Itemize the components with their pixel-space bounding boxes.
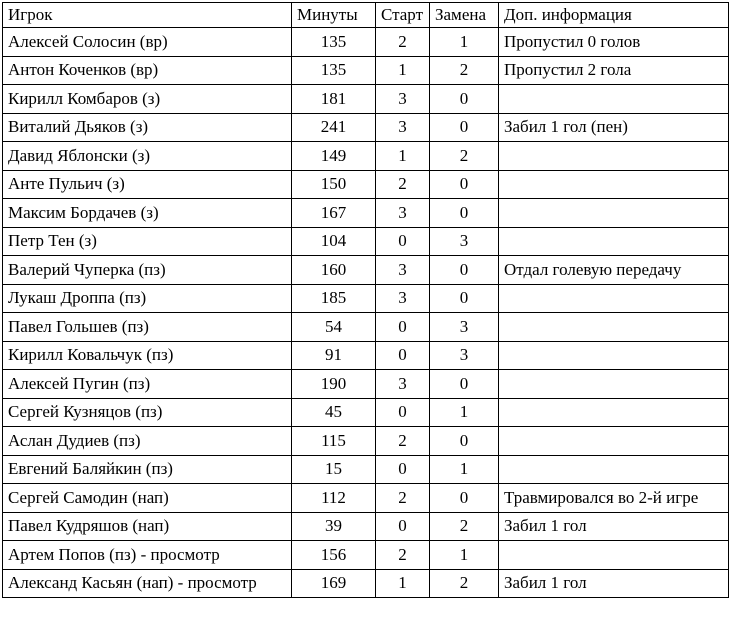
start-cell: 1 [376, 569, 430, 598]
player-name-cell: Сергей Кузняцов (пз) [3, 398, 292, 427]
info-cell: Пропустил 2 гола [499, 56, 729, 85]
table-row [3, 512, 729, 541]
info-cell: Забил 1 гол [499, 512, 729, 541]
player-name-cell: Алексей Пугин (пз) [3, 370, 292, 399]
table-row [3, 341, 729, 370]
player-name-cell: Лукаш Дроппа (пз) [3, 284, 292, 313]
info-cell [499, 227, 729, 256]
minutes-cell: 167 [292, 199, 376, 228]
table-row [3, 569, 729, 598]
info-cell [499, 85, 729, 114]
start-cell: 3 [376, 113, 430, 142]
info-cell: Травмировался во 2-й игре [499, 484, 729, 513]
sub-cell: 2 [430, 142, 499, 171]
minutes-cell: 39 [292, 512, 376, 541]
sub-cell: 0 [430, 284, 499, 313]
player-name-cell: Александ Касьян (нап) - просмотр [3, 569, 292, 598]
player-name-cell: Виталий Дьяков (з) [3, 113, 292, 142]
info-cell [499, 370, 729, 399]
start-cell: 3 [376, 199, 430, 228]
start-cell: 0 [376, 227, 430, 256]
start-cell: 3 [376, 284, 430, 313]
sub-cell: 1 [430, 398, 499, 427]
info-cell [499, 455, 729, 484]
info-cell [499, 142, 729, 171]
player-name-cell: Аслан Дудиев (пз) [3, 427, 292, 456]
minutes-cell: 15 [292, 455, 376, 484]
sub-cell: 1 [430, 28, 499, 57]
sub-cell: 0 [430, 199, 499, 228]
table-row [3, 284, 729, 313]
player-stats-sheet [2, 2, 729, 598]
table-row [3, 227, 729, 256]
player-name-cell: Артем Попов (пз) - просмотр [3, 541, 292, 570]
minutes-cell: 115 [292, 427, 376, 456]
sub-cell: 1 [430, 541, 499, 570]
table-row [3, 256, 729, 285]
minutes-cell: 91 [292, 341, 376, 370]
table-row [3, 113, 729, 142]
minutes-cell: 149 [292, 142, 376, 171]
minutes-cell: 135 [292, 56, 376, 85]
minutes-cell: 181 [292, 85, 376, 114]
start-cell: 0 [376, 341, 430, 370]
info-cell: Отдал голевую передачу [499, 256, 729, 285]
minutes-cell: 104 [292, 227, 376, 256]
start-cell: 0 [376, 313, 430, 342]
minutes-cell: 185 [292, 284, 376, 313]
player-name-cell: Анте Пульич (з) [3, 170, 292, 199]
info-cell [499, 398, 729, 427]
player-name-cell: Кирилл Ковальчук (пз) [3, 341, 292, 370]
info-cell: Забил 1 гол [499, 569, 729, 598]
table-row [3, 455, 729, 484]
minutes-cell: 45 [292, 398, 376, 427]
player-stats-table [2, 2, 729, 598]
info-cell [499, 427, 729, 456]
header-start: Старт [376, 3, 430, 28]
table-row [3, 142, 729, 171]
start-cell: 3 [376, 256, 430, 285]
info-cell [499, 284, 729, 313]
sub-cell: 0 [430, 256, 499, 285]
start-cell: 3 [376, 370, 430, 399]
sub-cell: 0 [430, 170, 499, 199]
sub-cell: 2 [430, 512, 499, 541]
player-name-cell: Павел Гольшев (пз) [3, 313, 292, 342]
info-cell: Пропустил 0 голов [499, 28, 729, 57]
info-cell: Забил 1 гол (пен) [499, 113, 729, 142]
sub-cell: 3 [430, 227, 499, 256]
table-row [3, 170, 729, 199]
minutes-cell: 160 [292, 256, 376, 285]
table-row [3, 199, 729, 228]
player-name-cell: Максим Бордачев (з) [3, 199, 292, 228]
table-row [3, 313, 729, 342]
player-name-cell: Петр Тен (з) [3, 227, 292, 256]
player-name-cell: Сергей Самодин (нап) [3, 484, 292, 513]
minutes-cell: 112 [292, 484, 376, 513]
sub-cell: 3 [430, 313, 499, 342]
start-cell: 2 [376, 541, 430, 570]
player-name-cell: Павел Кудряшов (нап) [3, 512, 292, 541]
minutes-cell: 150 [292, 170, 376, 199]
header-player: Игрок [3, 3, 292, 28]
table-row [3, 484, 729, 513]
info-cell [499, 199, 729, 228]
info-cell [499, 170, 729, 199]
table-row [3, 56, 729, 85]
table-row [3, 85, 729, 114]
info-cell [499, 341, 729, 370]
header-minutes: Минуты [292, 3, 376, 28]
player-name-cell: Кирилл Комбаров (з) [3, 85, 292, 114]
sub-cell: 2 [430, 569, 499, 598]
start-cell: 2 [376, 484, 430, 513]
table-row [3, 541, 729, 570]
minutes-cell: 54 [292, 313, 376, 342]
start-cell: 0 [376, 455, 430, 484]
minutes-cell: 135 [292, 28, 376, 57]
info-cell [499, 541, 729, 570]
start-cell: 1 [376, 56, 430, 85]
table-row [3, 427, 729, 456]
minutes-cell: 156 [292, 541, 376, 570]
minutes-cell: 241 [292, 113, 376, 142]
table-body [3, 28, 729, 598]
start-cell: 3 [376, 85, 430, 114]
sub-cell: 0 [430, 85, 499, 114]
start-cell: 1 [376, 142, 430, 171]
sub-cell: 3 [430, 341, 499, 370]
start-cell: 0 [376, 512, 430, 541]
start-cell: 2 [376, 427, 430, 456]
header-row [3, 3, 729, 28]
player-name-cell: Антон Коченков (вр) [3, 56, 292, 85]
sub-cell: 0 [430, 484, 499, 513]
player-name-cell: Валерий Чуперка (пз) [3, 256, 292, 285]
sub-cell: 0 [430, 370, 499, 399]
sub-cell: 0 [430, 113, 499, 142]
info-cell [499, 313, 729, 342]
start-cell: 0 [376, 398, 430, 427]
header-info: Доп. информация [499, 3, 729, 28]
table-row [3, 370, 729, 399]
player-name-cell: Давид Яблонски (з) [3, 142, 292, 171]
sub-cell: 1 [430, 455, 499, 484]
player-name-cell: Евгений Баляйкин (пз) [3, 455, 292, 484]
minutes-cell: 190 [292, 370, 376, 399]
sub-cell: 2 [430, 56, 499, 85]
start-cell: 2 [376, 28, 430, 57]
player-name-cell: Алексей Солосин (вр) [3, 28, 292, 57]
table-row [3, 28, 729, 57]
table-row [3, 398, 729, 427]
minutes-cell: 169 [292, 569, 376, 598]
start-cell: 2 [376, 170, 430, 199]
table-header [3, 3, 729, 28]
sub-cell: 0 [430, 427, 499, 456]
header-sub: Замена [430, 3, 499, 28]
